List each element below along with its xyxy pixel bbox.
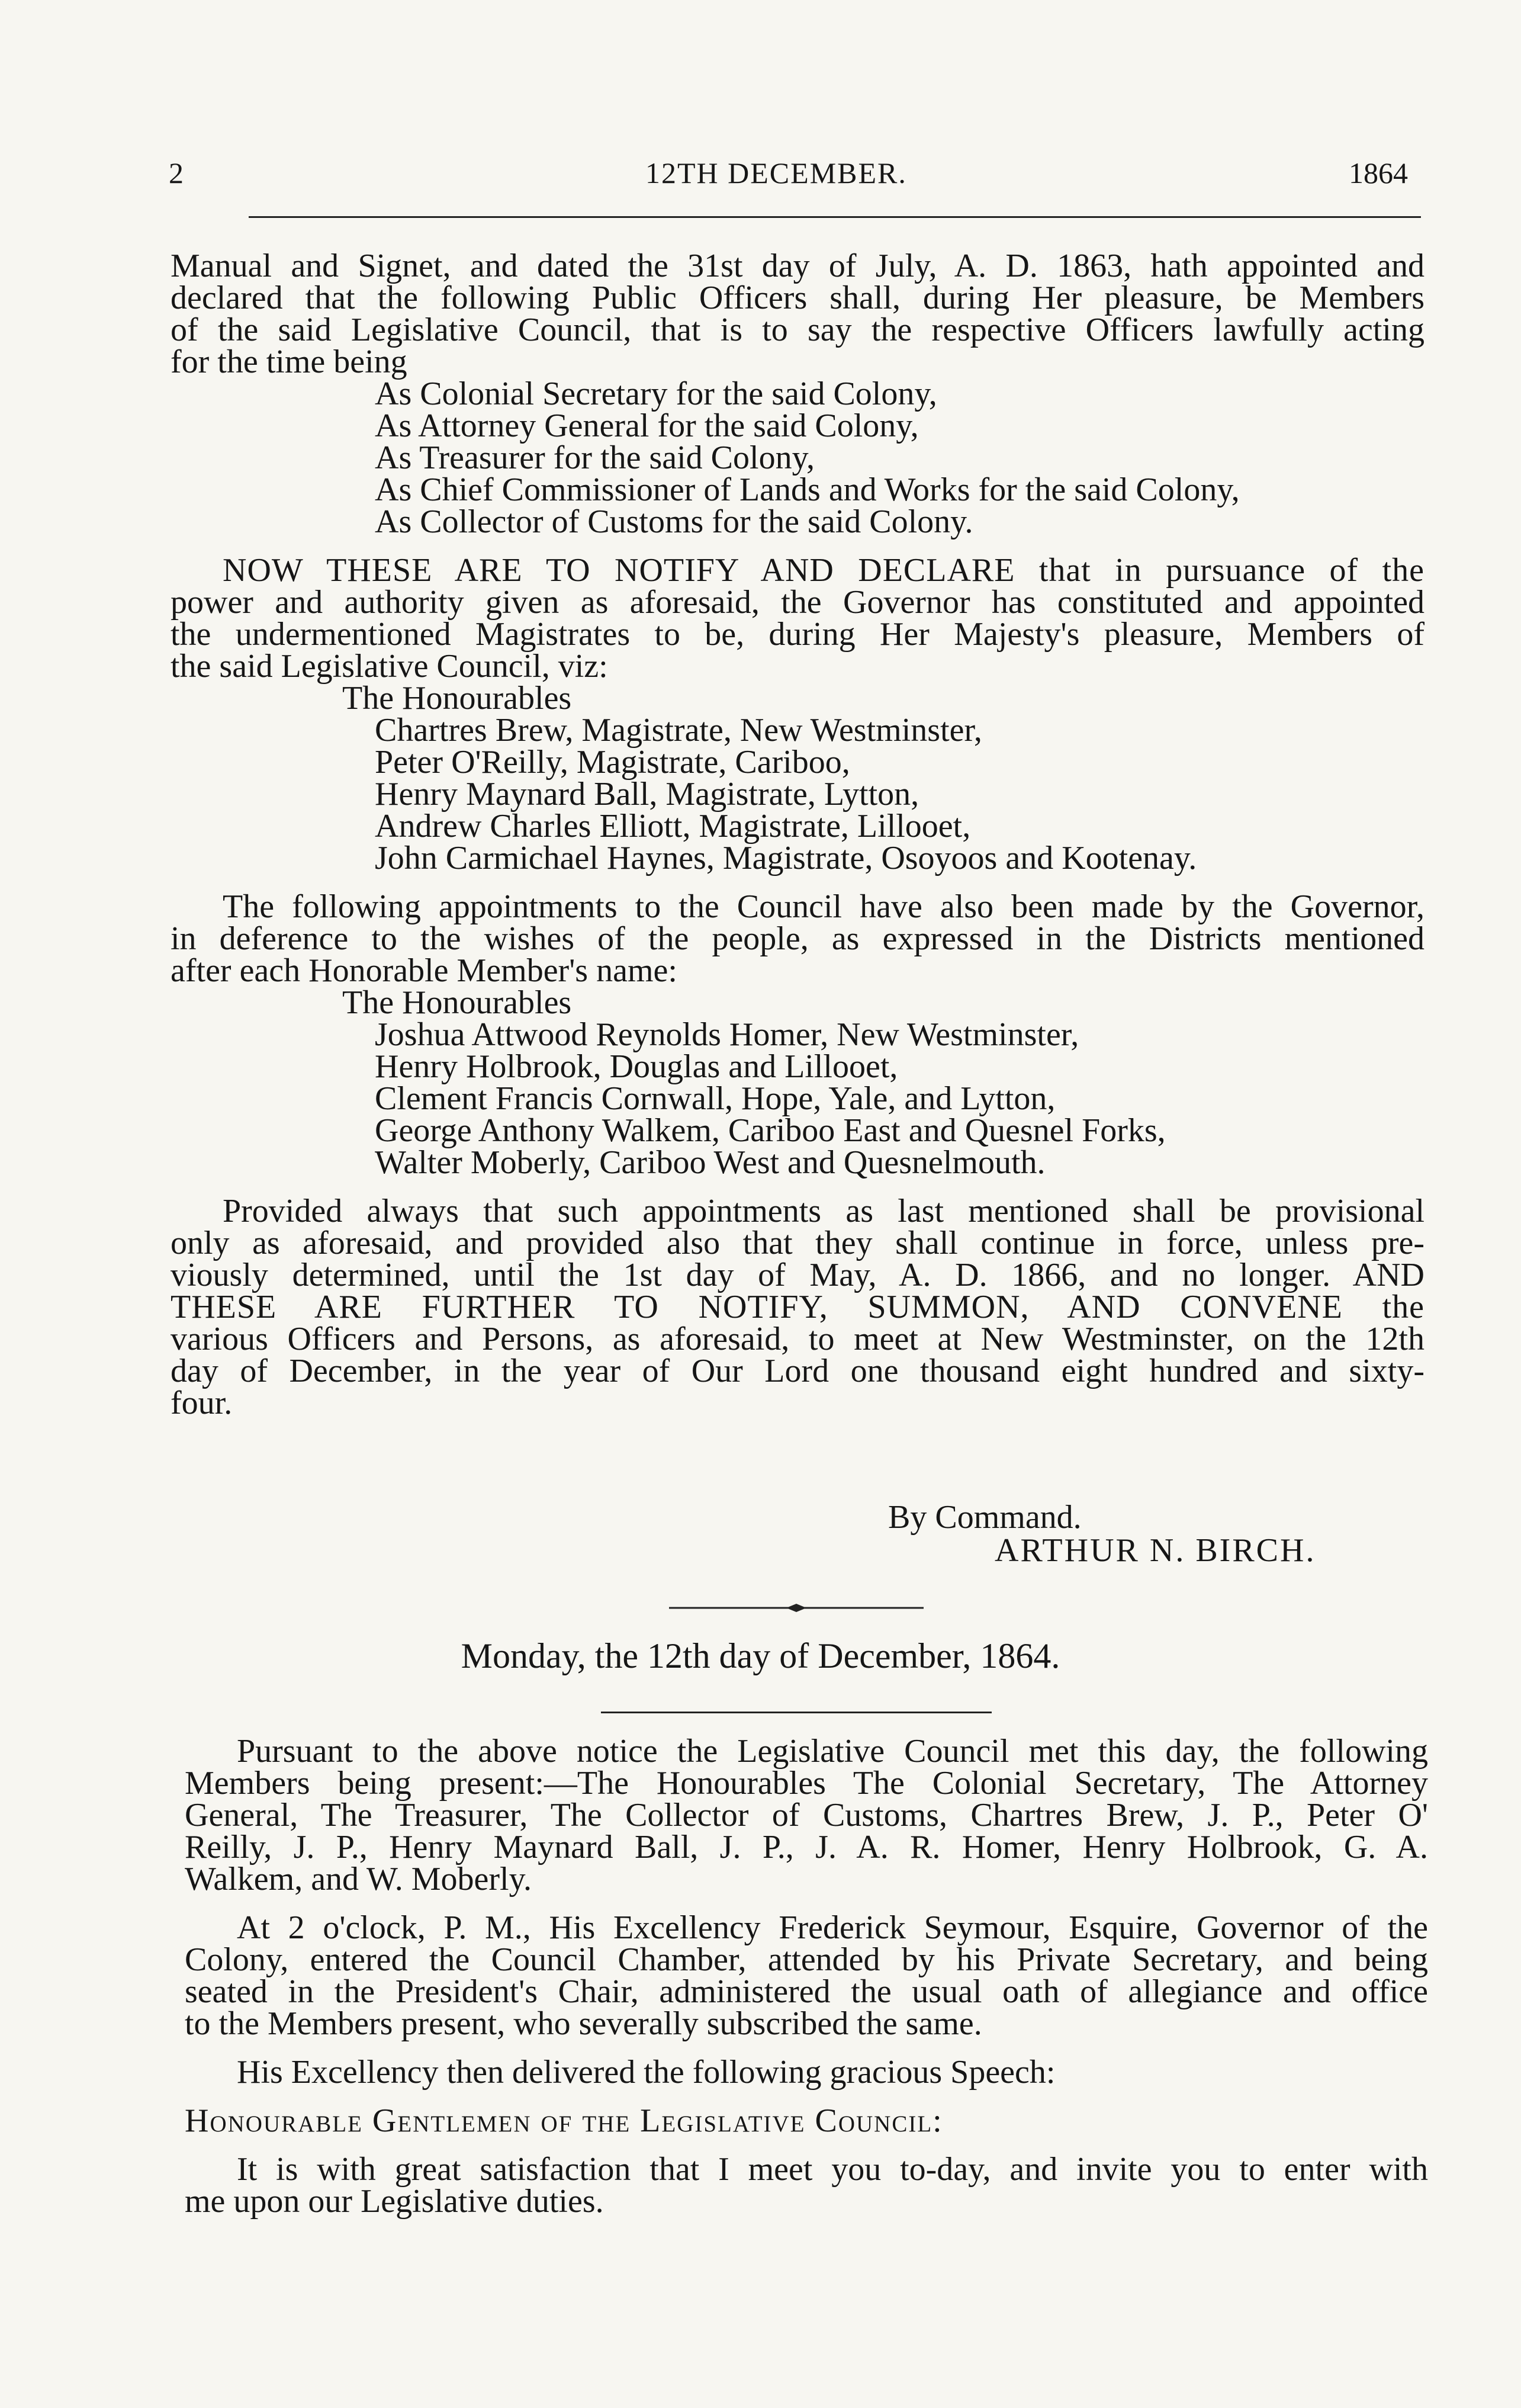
- list-item: Clement Francis Cornwall, Hope, Yale, and Lytton,: [375, 1080, 1056, 1117]
- text-line: declared that the following Public Officers shall, during Her pleasure, be Members: [171, 280, 1424, 316]
- honourables-label: The Honourables: [342, 984, 572, 1021]
- officers-list: [171, 375, 1424, 540]
- paragraph-8: [185, 2151, 1428, 2220]
- list-item: Joshua Attwood Reynolds Homer, New Westminster,: [375, 1016, 1079, 1053]
- text-line: me upon our Legislative duties.: [185, 2183, 604, 2220]
- heading-rule: [601, 1712, 992, 1713]
- session-date-heading: Monday, the 12th day of December, 1864.: [461, 1636, 1060, 1675]
- paragraph-2: [171, 552, 1424, 685]
- list-item: As Chief Commissioner of Lands and Works for the said Colony,: [375, 471, 1240, 508]
- paragraph-1: [171, 250, 1424, 378]
- text-line: General, The Treasurer, The Collector of Customs, Chartres Brew, J. P., Peter O': [185, 1797, 1428, 1834]
- paragraph-3: [171, 888, 1424, 989]
- text-line: the undermentioned Magistrates to be, during Her Majesty's pleasure, Members of: [171, 616, 1424, 653]
- text-line: various Officers and Persons, as aforesaid, to meet at New Westminster, on the 12th: [171, 1321, 1424, 1357]
- members-list: [171, 1016, 1424, 1181]
- text-line: only as aforesaid, and provided also that they shall continue in force, unless pre-: [171, 1225, 1424, 1261]
- text-line: Manual and Signet, and dated the 31st day of July, A. D. 1863, hath appointed and: [171, 248, 1424, 284]
- text-line: Pursuant to the above notice the Legislative Council met this day, the following: [237, 1733, 1428, 1770]
- text-line: after each Honorable Member's name:: [171, 952, 677, 989]
- header-rule: [249, 216, 1421, 218]
- list-item: Chartres Brew, Magistrate, New Westminster,: [375, 712, 982, 749]
- text-line: Reilly, J. P., Henry Maynard Ball, J. P., J. A. R. Homer, Henry Holbrook, G. A.: [185, 1829, 1428, 1866]
- list-item: George Anthony Walkem, Cariboo East and Quesnel Forks,: [375, 1112, 1166, 1149]
- text-line: of the said Legislative Council, that is to say the respective Officers lawfully acting: [171, 312, 1424, 348]
- page-number: 2: [169, 156, 184, 190]
- paragraph-5: [185, 1735, 1428, 1895]
- text-line: Colony, entered the Council Chamber, attended by his Private Secretary, and being: [185, 1941, 1428, 1978]
- text-line: day of December, in the year of Our Lord one thousand eight hundred and sixty-: [171, 1353, 1424, 1389]
- list-item: Henry Holbrook, Douglas and Lillooet,: [375, 1048, 898, 1085]
- text-line: The following appointments to the Council have also been made by the Governor,: [223, 888, 1424, 925]
- list-item: As Colonial Secretary for the said Colony,: [375, 375, 937, 412]
- text-line: in deference to the wishes of the people, as expressed in the Districts mentioned: [171, 920, 1424, 957]
- magistrates-list: [171, 714, 1424, 874]
- text-line: At 2 o'clock, P. M., His Excellency Frederick Seymour, Esquire, Governor of the: [237, 1909, 1428, 1946]
- running-title: 12TH DECEMBER.: [645, 156, 907, 190]
- session-body: [185, 1733, 1428, 2220]
- list-item: As Collector of Customs for the said Colony.: [375, 503, 973, 540]
- speech-address: Honourable Gentlemen of the Legislative Council:: [185, 2102, 943, 2139]
- paragraph-4: [171, 1195, 1424, 1419]
- text-line: NOW THESE ARE TO NOTIFY AND DECLARE that in pursuance of the: [223, 552, 1424, 589]
- text-line: seated in the President's Chair, administered the usual oath of allegiance and office: [185, 1973, 1428, 2010]
- paragraph-7: His Excellency then delivered the following gracious Speech:: [237, 2054, 1056, 2091]
- text-line: It is with great satisfaction that I meet you to-day, and invite you to enter with: [237, 2151, 1428, 2188]
- text-line: power and authority given as aforesaid, the Governor has constituted and appointed: [171, 584, 1424, 621]
- text-line: four.: [171, 1385, 233, 1421]
- list-item: As Attorney General for the said Colony,: [375, 407, 919, 444]
- by-command: By Command.: [888, 1499, 1082, 1536]
- paragraph-6: [185, 1909, 1428, 2042]
- honourables-label: The Honourables: [342, 680, 572, 717]
- text-line: the said Legislative Council, viz:: [171, 648, 608, 685]
- text-line: Provided always that such appointments as last mentioned shall be provisional: [223, 1193, 1424, 1229]
- text-line: Walkem, and W. Moberly.: [185, 1861, 532, 1897]
- list-item: Henry Maynard Ball, Magistrate, Lytton,: [375, 776, 919, 813]
- ornament-rule: [669, 1602, 924, 1614]
- list-item: Andrew Charles Elliott, Magistrate, Lillooet,: [375, 808, 971, 845]
- list-item: Walter Moberly, Cariboo West and Quesnelmouth.: [375, 1144, 1046, 1181]
- running-year: 1864: [1349, 156, 1408, 190]
- text-line: to the Members present, who severally subscribed the same.: [185, 2005, 982, 2042]
- text-line: THESE ARE FURTHER TO NOTIFY, SUMMON, AND CONVENE the: [171, 1289, 1424, 1325]
- proclamation-body: [171, 250, 1424, 1419]
- text-line: for the time being: [171, 343, 407, 380]
- list-item: Peter O'Reilly, Magistrate, Cariboo,: [375, 744, 850, 781]
- list-item: John Carmichael Haynes, Magistrate, Osoyoos and Kootenay.: [375, 840, 1197, 876]
- text-line: Members being present:—The Honourables The Colonial Secretary, The Attorney: [185, 1765, 1428, 1802]
- text-line: viously determined, until the 1st day of May, A. D. 1866, and no longer. AND: [171, 1257, 1424, 1293]
- signature-name: ARTHUR N. BIRCH.: [995, 1532, 1316, 1569]
- list-item: As Treasurer for the said Colony,: [375, 439, 815, 476]
